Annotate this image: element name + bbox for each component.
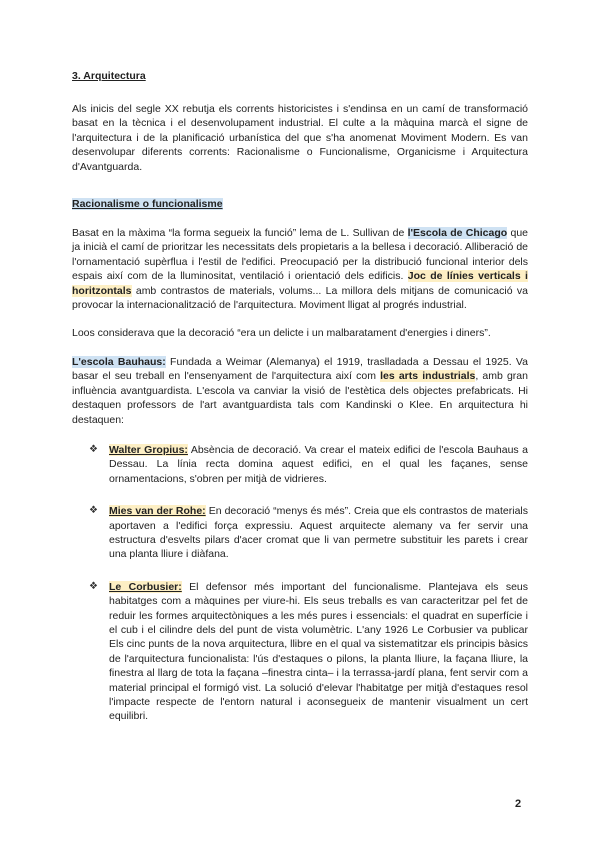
architect-name: Walter Gropius: xyxy=(109,443,188,456)
architect-name: Mies van der Rohe: xyxy=(109,505,206,518)
industrial-arts-highlight: les arts industrials xyxy=(380,370,476,383)
list-item-gropius: ❖ Walter Gropius: Absència de decoració. Va crear el mateix edifici de l'escola Bauhaus a Dessau. La línia recta domina aquest edifici, en el qual les façanes, sense ornamentacions, s'obren per mitjà de vidrieres. xyxy=(89,443,528,485)
bauhaus-paragraph: L'escola Bauhaus: Fundada a Weimar (Alemanya) el 1919, traslladada a Dessau el 1925. Va basar el seu treball en l'ensenyament de l'arquitectura així com les arts industrials, amb gran influència avantguardista. L'escola va canviar la visió de l'estètica dels objectes prefabricats. Hi destaquen professors de l'art avantguardista tals com Kandinski o Klee. En arquitectura hi destaquen: xyxy=(72,355,528,426)
list-item-mies: ❖ Mies van der Rohe: En decoració “menys és més”. Creia que els contrastos de materials aportaven a l'edifici força expressiu. Aquest arquitecte alemany va fer servir una estructura d'esvelts pilars d'acer cromat que li van permetre substituir les parets i crear una planta lliure i diàfana. xyxy=(89,505,528,561)
rationalism-paragraph: Basat en la màxima “la forma segueix la funció” lema de L. Sullivan de l'Escola de Chicago que ja inicià el camí de prioritzar les necessitats dels propietaris a la bellesa i decoració. Alliberació de l'ornamentació supèrflua i l'estil de l'edifici. Preocupació per la distribució funcional interior dels espais així com de la lluminositat, ventilació i orientació dels edificis. Joc de línies verticals i horitzontals amb contrastos de materials, volums... La millora dels mitjans de comunicació va provocar la internacionalització de l'arquitectura. Moviment lligat al progrés industrial. xyxy=(72,227,529,312)
list-item-corbusier: ❖ Le Corbusier: El defensor més important del funcionalisme. Plantejava els seus habitatges com a màquines per viure-hi. Els seus treballs es van caracteritzar pel fet de reduir les formes arquitectòniques a les més pures i essencials: el quadrat en superfície i el cub i el cilindre dels del punt de vista volumètric. L'any 1926 Le Corbusier va publicar Els cinc punts de la nova arquitectura, llibre en el qual va sistematitzar els principis bàsics de l'arquitectura funcionalista: l'ús d'estaques o pilons, la planta lliure, la façana lliure, la finestra al llarg de tota la façana –finestra cinta– i la terrassa-jardí plana, fent servir com a material principal el formigó vist. La solució d'elevar l'habitatge per mitjà d'estaques resol l'impacte respecte de l'entorn natural i aconsegueix de mantenir visualment un cert equilibri. xyxy=(89,580,529,723)
section-title: 3. Arquitectura xyxy=(72,70,146,82)
lines-highlight: Joc de línies verticals i horitzontals xyxy=(72,270,528,297)
intro-paragraph: Als inicis del segle XX rebutja els corrents historicistes i s'endinsa en un camí de transformació basat en la tècnica i el desenvolupament industrial. El culte a la màquina marcà el signe de l'arquitectura i de la planificació urbanística del que s'ha anomenat Moviment Modern. Es van desenvolupar diferents corrents: Racionalisme o Funcionalisme, Organicisme i Arquitectura d'Avantguarda. xyxy=(72,103,528,173)
bauhaus-highlight: L'escola Bauhaus: xyxy=(72,355,166,368)
diamond-bullet-icon: ❖ xyxy=(89,443,98,455)
chicago-school-highlight: l'Escola de Chicago xyxy=(407,227,508,240)
diamond-bullet-icon: ❖ xyxy=(89,580,98,592)
subsection-title: Racionalisme o funcionalisme xyxy=(72,198,223,211)
page-number: 2 xyxy=(515,798,522,810)
architects-list xyxy=(72,443,528,724)
loos-paragraph: Loos considerava que la decoració “era un delicte i un malbaratament d'energies i diners”. xyxy=(72,327,491,340)
diamond-bullet-icon: ❖ xyxy=(89,505,98,517)
architect-name: Le Corbusier: xyxy=(109,580,182,593)
document-page xyxy=(72,70,528,742)
